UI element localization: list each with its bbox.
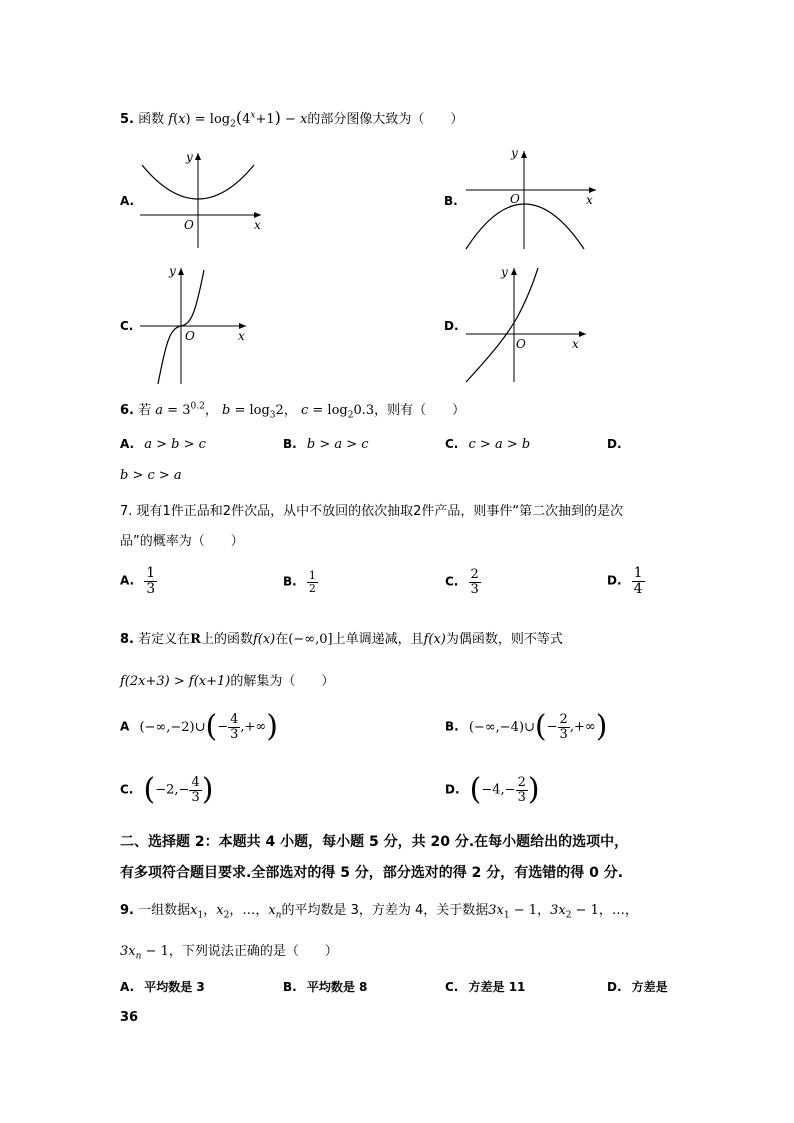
graph-d-x-label: x	[572, 337, 579, 351]
graph-a-origin-label: O	[184, 218, 194, 232]
graph-c-origin-label: O	[185, 329, 195, 343]
q8-option-b: B. (−∞,−4)∪(− $\frac{2}{3}$ ,+∞)	[445, 709, 608, 744]
q5-number: 5.	[120, 112, 134, 127]
q6-option-d-text: b > c > a	[120, 468, 182, 483]
graph-b-origin-label: O	[510, 192, 520, 206]
q9-number: 9.	[120, 903, 134, 918]
q6-option-c: C. c > a > b	[445, 437, 531, 452]
q6-option-a: A. a > b > c	[120, 437, 206, 452]
page-number: 36	[120, 1010, 139, 1025]
q5-option-a-label: A.	[120, 194, 135, 208]
q5-graph-c	[136, 262, 256, 386]
q9-option-a: A. 平均数是 3	[120, 980, 205, 994]
q9-option-c: C. 方差是 11	[445, 980, 526, 994]
q8-option-d: D. (−4,− $\frac{2}{3}$ )	[445, 772, 540, 807]
graph-c-x-label: x	[238, 329, 245, 343]
graph-a-y-label: y	[186, 150, 193, 164]
q8-stem-line1: 8. 若定义在R上的函数f(x)在(−∞,0]上单调递减，且f(x)为偶函数，则不等式	[120, 632, 563, 647]
q8-option-c: C. (−2,− $\frac{4}{3}$ )	[120, 772, 214, 807]
section2-line2: 有多项符合题目要求.全部选对的得 5 分，部分选对的得 2 分，有选错的得 0 分.	[120, 865, 624, 881]
q7-option-b: B. $\frac{1}{2}$	[283, 569, 316, 595]
q7-line2: 品”的概率为（ ）	[120, 534, 244, 549]
q6-option-d-label: D.	[607, 437, 622, 451]
graph-b-x-label: x	[586, 193, 593, 207]
q8-option-a: A (−∞,−2)∪(− $\frac{4}{3}$ ,+∞)	[120, 709, 278, 744]
q9-option-d: D. 方差是	[607, 980, 668, 994]
q6-stem: 6. 若 $a = 3^{0.2}$， $b = \log_32$， $c = \log_20.3$，则有（ ）	[120, 401, 466, 421]
q9-stem-line2: $3x_n - 1$，下列说法正确的是（ ）	[120, 944, 338, 962]
graph-d-origin-label: O	[516, 337, 526, 351]
graph-c-y-label: y	[169, 264, 176, 278]
q6-option-b: B. b > a > c	[283, 437, 369, 452]
q5-option-c-label: C.	[120, 319, 134, 333]
q9-stem-line1: 9. 一组数据$x_1$，$x_2$，…，$x_n$的平均数是 3，方差为 4，关于数据$3x_1 - 1$，$3x_2 - 1$，…，	[120, 903, 638, 921]
q8-stem-line2: f(2x+3) > f(x+1)的解集为（ ）	[120, 674, 335, 689]
section2-line1: 二、选择题 2：本题共 4 小题，每小题 5 分，共 20 分.在每小题给出的选项中，	[120, 834, 629, 850]
q7-option-a: A. $\frac{1}{3}$	[120, 565, 156, 597]
q9-option-b: B. 平均数是 8	[283, 980, 368, 994]
q7-line1: 7. 现有1件正品和2件次品，从中不放回的依次抽取2件产品，则事件“第二次抽到的是次	[120, 504, 624, 519]
q5-option-d-label: D.	[444, 319, 459, 333]
q5-graph-b	[462, 145, 602, 253]
q8-number: 8.	[120, 632, 134, 647]
q5-graph-d	[462, 262, 592, 386]
q5-stem: 5. 函数 $f(x) = \log_2(4^x+1) - x$的部分图像大致为（ ）	[120, 108, 464, 130]
q7-option-c: C. $\frac{2}{3}$	[445, 567, 479, 597]
q6-number: 6.	[120, 403, 134, 418]
q5-graph-a	[136, 145, 266, 250]
graph-b-y-label: y	[511, 146, 518, 160]
graph-a-x-label: x	[254, 218, 261, 232]
q5-option-b-label: B.	[444, 194, 458, 208]
graph-d-y-label: y	[501, 265, 508, 279]
q7-option-d: D. $\frac{1}{4}$	[607, 565, 643, 597]
